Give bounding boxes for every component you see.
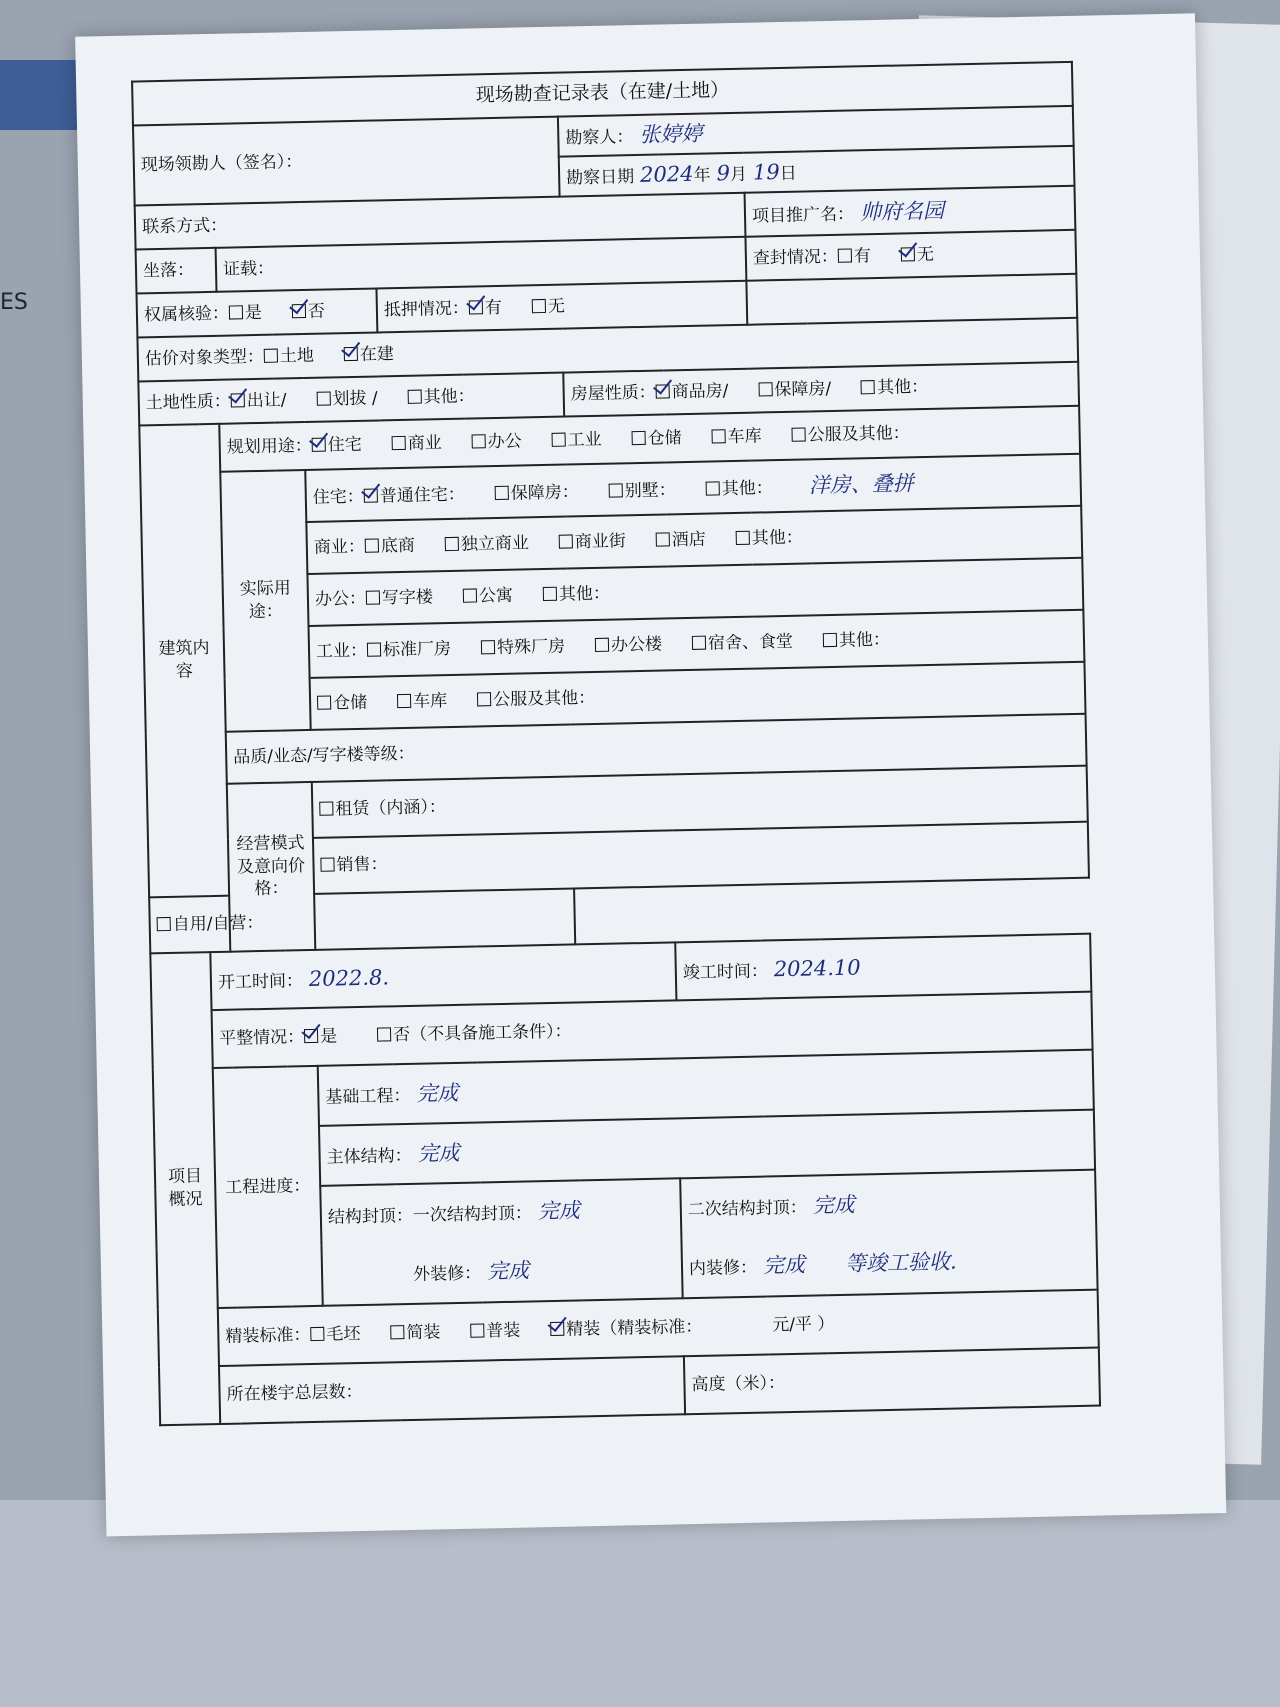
option-label: 车库 xyxy=(412,690,448,712)
option-label: 简装 xyxy=(406,1321,441,1343)
option-label: 其他： xyxy=(558,583,611,605)
total-floors-cell: 所在楼宇总层数： xyxy=(219,1356,685,1424)
commercial-row: 商业： 底商 独立商业 商业街 酒店 其他： xyxy=(306,506,1082,574)
object-type-cell: 估价对象类型： 土地 在建 xyxy=(137,318,1078,382)
option-label: 其他： xyxy=(721,478,773,500)
checkbox-icon[interactable] xyxy=(229,305,243,319)
option-commercial-opts-4[interactable] xyxy=(736,526,803,550)
main-structure-handwriting: 完成 xyxy=(417,1140,460,1166)
checkbox-icon[interactable] xyxy=(656,532,670,546)
contact-cell: 联系方式： xyxy=(135,193,746,250)
quality-row: 品质/业态/写字楼等级： xyxy=(226,714,1087,784)
leader-signature-cell: 现场领勘人（签名）： xyxy=(133,117,560,206)
checkbox-icon[interactable] xyxy=(543,586,557,600)
option-house-nature-opts-1[interactable] xyxy=(758,378,831,402)
option-commercial-opts-1[interactable] xyxy=(445,532,529,557)
checkbox-icon[interactable] xyxy=(390,1325,404,1339)
option-office-opts-2[interactable] xyxy=(543,582,610,606)
checkbox-checked-icon[interactable] xyxy=(656,384,670,398)
checkbox-icon[interactable] xyxy=(320,857,334,871)
option-label: 特殊厂房 xyxy=(496,636,566,658)
background-fragment-text: ES xyxy=(0,290,28,315)
option-label: 办公 xyxy=(487,430,522,452)
checkbox-checked-icon[interactable] xyxy=(304,1028,318,1042)
sale-row: 销售： xyxy=(313,822,1089,894)
checkbox-icon[interactable] xyxy=(366,590,380,604)
option-label: 其他： xyxy=(423,385,475,408)
second-topping-handwriting: 完成 xyxy=(812,1192,856,1218)
option-label: 划拔 / xyxy=(332,388,378,409)
interior-cell: 内装修： 完成 等竣工验收. xyxy=(681,1230,1097,1299)
checkbox-icon[interactable] xyxy=(711,429,725,443)
option-label: 公寓 xyxy=(478,585,514,606)
option-planned-use-opts-3[interactable] xyxy=(551,428,601,452)
option-planned-use-opts-2[interactable] xyxy=(471,430,521,454)
planned-use-row: 规划用途： 住宅 商业 办公 工业 仓储 车库 公服及其他： xyxy=(219,406,1080,472)
option-seal-opts-0[interactable] xyxy=(838,245,871,269)
option-label: 有 xyxy=(853,245,872,266)
option-label: 写字楼 xyxy=(381,586,434,608)
option-label: 普通住宅： xyxy=(379,484,466,507)
option-ownership-opts-0[interactable] xyxy=(229,301,262,325)
checkbox-icon[interactable] xyxy=(397,693,411,707)
option-house-nature-opts-2[interactable] xyxy=(861,375,928,399)
certificate-cell: 证载： xyxy=(216,237,747,292)
option-label: 是 xyxy=(244,302,263,323)
land-nature-cell: 土地性质： 出让/ 划拔 / 其他： xyxy=(138,373,564,426)
seal-status-cell: 查封情况： 有 无 xyxy=(745,230,1076,281)
option-land-nature-opts-0[interactable] xyxy=(231,389,287,413)
checkbox-icon[interactable] xyxy=(692,635,706,649)
option-planned-use-opts-6[interactable] xyxy=(791,422,909,447)
checkbox-checked-icon[interactable] xyxy=(364,488,378,502)
survey-form-table xyxy=(131,61,1101,1426)
option-label: 公服及其他： xyxy=(492,687,596,710)
checkbox-icon[interactable] xyxy=(310,1326,324,1340)
house-nature-cell: 房屋性质： 商品房/ 保障房/ 其他： xyxy=(563,362,1079,417)
option-label: 其他： xyxy=(876,376,929,398)
option-mortgage-opts-1[interactable] xyxy=(532,295,565,319)
option-label: 毛坯 xyxy=(326,1323,361,1345)
inspector-cell: 勘察人： 张婷婷 xyxy=(558,106,1074,157)
spare-cell xyxy=(746,274,1077,325)
checkbox-icon[interactable] xyxy=(316,391,330,405)
checkbox-icon[interactable] xyxy=(631,430,645,444)
start-time-handwriting: 2022.8. xyxy=(308,965,390,991)
progress-label: 工程进度： xyxy=(213,1066,323,1308)
checkbox-icon[interactable] xyxy=(367,642,381,656)
exterior-cell: 外装修： 完成 xyxy=(321,1238,682,1306)
checkbox-icon[interactable] xyxy=(758,382,772,396)
option-label: 商品房/ xyxy=(671,380,729,402)
foundation-handwriting: 完成 xyxy=(416,1080,459,1106)
checkbox-icon[interactable] xyxy=(736,530,750,544)
option-industrial-opts-3[interactable] xyxy=(692,630,793,655)
option-label: 仓储 xyxy=(647,427,682,449)
option-label: 无 xyxy=(547,296,566,317)
checkbox-icon[interactable] xyxy=(477,692,491,706)
option-residential-opts-3[interactable] xyxy=(706,477,773,501)
foundation-row: 基础工程： 完成 xyxy=(318,1050,1094,1126)
first-topping-handwriting: 完成 xyxy=(537,1198,581,1224)
option-decoration-opts-3[interactable] xyxy=(550,1315,702,1341)
option-label: 宿舍、食堂 xyxy=(707,631,794,654)
option-decoration-opts-0[interactable] xyxy=(310,1323,360,1347)
checkbox-icon[interactable] xyxy=(838,248,852,262)
finish-time-cell: 竣工时间： 2024.10 xyxy=(675,934,1091,1001)
option-label: 保障房： xyxy=(510,482,579,504)
checkbox-icon[interactable] xyxy=(463,588,477,602)
checkbox-checked-icon[interactable] xyxy=(231,393,245,407)
option-label: 住宅 xyxy=(327,434,362,456)
option-industrial-opts-4[interactable] xyxy=(823,628,890,652)
building-content-label: 建筑内容 xyxy=(139,424,229,898)
checkbox-icon[interactable] xyxy=(823,632,837,646)
option-label: 出让/ xyxy=(246,389,287,411)
option-object-type-opts-1[interactable] xyxy=(344,343,394,367)
option-label: 商业 xyxy=(407,432,442,454)
checkbox-checked-icon[interactable] xyxy=(550,1321,564,1335)
checkbox-icon[interactable] xyxy=(392,435,406,449)
promo-name-handwriting: 帅府名园 xyxy=(859,198,945,225)
exterior-handwriting: 完成 xyxy=(486,1258,530,1284)
interior-handwriting: 完成 xyxy=(762,1253,806,1278)
option-label: 否 xyxy=(307,301,326,322)
option-decoration-opts-2[interactable] xyxy=(470,1319,520,1343)
inspector-handwriting: 张婷婷 xyxy=(639,121,703,147)
decoration-row: 精装标准： 毛坯 简装 普装 精装（精装标准： 元/平 ） xyxy=(218,1290,1099,1366)
option-label: 无 xyxy=(916,244,935,265)
checkbox-checked-icon[interactable] xyxy=(312,437,326,451)
option-label: 保障房/ xyxy=(774,378,832,400)
checkbox-icon[interactable] xyxy=(861,380,875,394)
option-mortgage-opts-0[interactable] xyxy=(469,296,502,320)
option-storage-opts-1[interactable] xyxy=(397,690,447,714)
option-label: 在建 xyxy=(359,343,395,365)
option-label: 普装 xyxy=(486,1320,521,1341)
option-commercial-opts-3[interactable] xyxy=(656,528,706,552)
checkbox-icon[interactable] xyxy=(445,536,459,550)
option-object-type-opts-0[interactable] xyxy=(264,344,314,368)
checkbox-icon[interactable] xyxy=(495,486,509,500)
checkbox-icon[interactable] xyxy=(609,483,623,497)
location-cell: 坐落： xyxy=(136,248,217,294)
self-use-row: 自用/自营： xyxy=(149,888,575,953)
option-house-nature-opts-0[interactable] xyxy=(655,380,728,404)
option-residential-opts-1[interactable] xyxy=(495,481,579,506)
form-title: 现场勘查记录表（在建/土地） xyxy=(132,62,1073,126)
office-row: 办公： 写字楼 公寓 其他： xyxy=(307,558,1083,626)
option-seal-opts-1[interactable] xyxy=(901,243,934,267)
leveling-row: 平整情况： 是 否（不具备施工条件）： xyxy=(212,992,1093,1068)
checkbox-icon[interactable] xyxy=(532,298,546,312)
option-office-opts-1[interactable] xyxy=(463,584,513,608)
checkbox-icon[interactable] xyxy=(264,348,278,362)
checkbox-icon[interactable] xyxy=(559,534,573,548)
option-industrial-opts-0[interactable] xyxy=(367,638,451,663)
actual-use-label: 实际用途： xyxy=(220,470,310,732)
residential-handwriting: 洋房、叠拼 xyxy=(808,471,914,498)
option-office-opts-0[interactable] xyxy=(366,586,433,610)
option-storage-opts-2[interactable] xyxy=(477,687,595,712)
checkbox-icon[interactable] xyxy=(481,640,495,654)
industrial-row: 工业： 标准厂房 特殊厂房 办公楼 宿舍、食堂 其他： xyxy=(309,610,1085,678)
option-label: 标准厂房 xyxy=(382,638,452,660)
ownership-check-cell: 权属核验： 是 否 xyxy=(137,288,378,337)
rent-row: 租赁（内涵）： xyxy=(312,766,1088,838)
start-time-cell: 开工时间： 2022.8. xyxy=(210,942,676,1010)
option-storage-opts-0[interactable] xyxy=(317,691,367,715)
option-planned-use-opts-5[interactable] xyxy=(711,425,761,449)
first-topping-cell: 结构封顶：一次结构封顶： 完成 xyxy=(320,1178,681,1246)
option-label: 底商 xyxy=(380,535,416,556)
acceptance-handwriting: 等竣工验收. xyxy=(844,1249,957,1277)
option-label: 有 xyxy=(484,297,503,318)
option-decoration-opts-1[interactable] xyxy=(390,1321,440,1345)
promo-name-cell: 项目推广名： 帅府名园 xyxy=(745,186,1076,237)
option-label: 办公楼 xyxy=(610,634,663,656)
height-cell: 高度（米）： xyxy=(684,1348,1100,1415)
operation-mode-label: 经营模式及意向价格： xyxy=(227,782,315,952)
option-label: 仓储 xyxy=(332,692,368,713)
option-label: 商业街 xyxy=(574,530,627,552)
option-label: 土地 xyxy=(279,345,315,367)
main-structure-row: 主体结构： 完成 xyxy=(319,1110,1095,1186)
checkbox-icon[interactable] xyxy=(157,916,171,930)
checkbox-icon[interactable] xyxy=(472,434,486,448)
checkbox-icon[interactable] xyxy=(365,538,379,552)
second-topping-cell: 二次结构封顶： 完成 xyxy=(680,1170,1096,1239)
option-label: 其他： xyxy=(838,629,891,651)
option-ownership-opts-1[interactable] xyxy=(292,300,325,324)
checkbox-icon[interactable] xyxy=(317,695,331,709)
checkbox-checked-icon[interactable] xyxy=(901,247,915,261)
checkbox-icon[interactable] xyxy=(319,801,333,815)
finish-time-handwriting: 2024.10 xyxy=(773,955,861,982)
checkbox-icon[interactable] xyxy=(377,1027,391,1041)
checkbox-icon[interactable] xyxy=(470,1323,484,1337)
option-industrial-opts-2[interactable] xyxy=(595,633,662,657)
option-label: 酒店 xyxy=(671,529,706,550)
checkbox-icon[interactable] xyxy=(552,432,566,446)
checkbox-icon[interactable] xyxy=(407,389,421,403)
checkbox-checked-icon[interactable] xyxy=(292,303,306,317)
option-planned-use-opts-0[interactable] xyxy=(312,433,362,457)
survey-date-cell: 勘察日期 2024年 9月 19日 xyxy=(559,146,1075,197)
option-label: 工业 xyxy=(567,429,602,451)
survey-form-paper xyxy=(75,13,1226,1536)
option-residential-opts-2[interactable] xyxy=(609,479,676,503)
option-label: 公服及其他： xyxy=(807,422,910,446)
project-overview-label: 项目概况 xyxy=(150,952,220,1425)
checkbox-checked-icon[interactable] xyxy=(344,346,358,360)
option-industrial-opts-1[interactable] xyxy=(481,635,565,660)
option-label: 独立商业 xyxy=(460,532,530,555)
option-commercial-opts-2[interactable] xyxy=(559,530,626,554)
option-commercial-opts-0[interactable] xyxy=(365,534,415,558)
checkbox-icon[interactable] xyxy=(791,427,805,441)
option-label: 精装（精装标准： xyxy=(566,1316,703,1340)
mortgage-cell: 抵押情况： 有 无 xyxy=(376,281,747,333)
option-planned-use-opts-1[interactable] xyxy=(391,432,441,456)
option-residential-opts-0[interactable] xyxy=(364,483,465,508)
checkbox-icon[interactable] xyxy=(706,481,720,495)
option-label: 别墅： xyxy=(624,480,676,502)
option-land-nature-opts-1[interactable] xyxy=(316,387,378,411)
option-planned-use-opts-4[interactable] xyxy=(631,427,681,451)
checkbox-icon[interactable] xyxy=(595,637,609,651)
option-label: 车库 xyxy=(727,425,762,447)
residential-row: 住宅： 普通住宅： 保障房： 别墅： 其他： 洋房、叠拼 xyxy=(305,454,1081,522)
checkbox-checked-icon[interactable] xyxy=(469,300,483,314)
option-label: 其他： xyxy=(751,527,803,549)
option-land-nature-opts-2[interactable] xyxy=(407,385,474,409)
